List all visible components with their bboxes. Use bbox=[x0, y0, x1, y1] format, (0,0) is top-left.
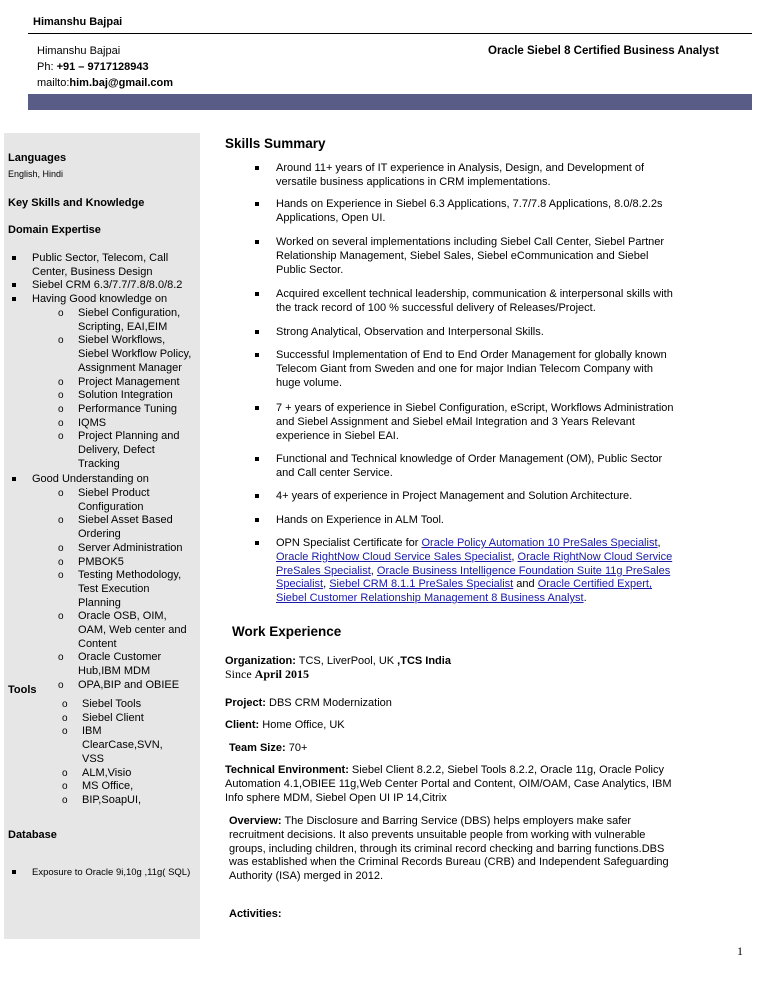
list-item: Siebel CRM 6.3/7.7/7.8/8.0/8.2 bbox=[32, 279, 192, 293]
list-item: Around 11+ years of IT experience in Analysis, Design, and Development of versatile business applications in CRM implementations. bbox=[276, 162, 676, 190]
database-list bbox=[32, 866, 202, 880]
header-top-name: Himanshu Bajpai bbox=[33, 16, 123, 28]
list-item: o MS Office, bbox=[82, 780, 182, 794]
team-size-line: Team Size: 70+ bbox=[229, 742, 308, 754]
list-item: Strong Analytical, Observation and Interpersonal Skills. bbox=[276, 326, 676, 340]
list-item-opn: OPN Specialist Certificate for Oracle Policy Automation 10 PreSales Specialist, Oracle RightNow Cloud Service Sales Specialist, Oracle RightNow Cloud Service PreSales Specialist, Oracle Business Intelligence Foundation Suite 11g PreSales Specialist, Siebel CRM 8.1.1 PreSales Specialist and Oracle Certified Expert, Siebel Customer Relationship Management 8 Business Analyst. bbox=[276, 537, 676, 606]
header-name: Himanshu Bajpai bbox=[37, 45, 121, 57]
work-heading: Work Experience bbox=[232, 624, 342, 639]
tools-heading: Tools bbox=[8, 684, 37, 696]
activities-label: Activities: bbox=[229, 908, 282, 920]
tools-list bbox=[82, 698, 182, 808]
opn-link[interactable]: Oracle Business Intelligence Foundation Suite 11g PreSales Specialist bbox=[276, 564, 671, 591]
overview: Overview: The Disclosure and Barring Service (DBS) helps employers make safer recruitment decisions. It also prevents unsuitable people from working with vulnerable groups, including children, through its criminal record checking and barring functions.DBS was established when the Criminal Records Bureau (CRB) and Independent Safeguarding Authority (ISA) merged in 2012. bbox=[229, 815, 669, 883]
list-item: Acquired excellent technical leadership, communication & interpersonal skills with the track record of 100 % successful delivery of Releases/Project. bbox=[276, 288, 676, 316]
list-item: o ALM,Visio bbox=[82, 767, 182, 781]
database-heading: Database bbox=[8, 829, 57, 841]
organization-line: Organization: TCS, LiverPool, UK ,TCS India bbox=[225, 655, 451, 667]
list-item: o Performance Tuning bbox=[78, 403, 194, 417]
list-item: 7 + years of experience in Siebel Configuration, eScript, Workflows Administration and Siebel Assignment and Siebel eMail Integration and 3 Years Relevant experience in Siebel EAI. bbox=[276, 402, 676, 443]
list-item: o Oracle Customer Hub,IBM MDM bbox=[78, 651, 194, 678]
languages-heading: Languages bbox=[8, 152, 67, 164]
list-item: o Solution Integration bbox=[78, 389, 194, 403]
opn-link[interactable]: Oracle RightNow Cloud Service PreSales Specialist bbox=[276, 550, 673, 577]
domain-heading: Domain Expertise bbox=[8, 224, 101, 236]
skills-heading: Skills Summary bbox=[225, 136, 326, 151]
key-skills-heading: Key Skills and Knowledge bbox=[8, 197, 145, 209]
knowledge-list bbox=[78, 307, 194, 471]
list-item: o Siebel Tools bbox=[82, 698, 182, 712]
opn-link[interactable]: Oracle RightNow Cloud Service Sales Specialist bbox=[276, 550, 512, 563]
since-line: Since April 2015 bbox=[225, 667, 310, 681]
list-item: o Siebel Product Configuration bbox=[78, 487, 194, 514]
list-item: o IBM ClearCase,SVN, VSS bbox=[82, 725, 182, 766]
list-item: o Project Management bbox=[78, 376, 194, 390]
list-item: o Siebel Client bbox=[82, 712, 182, 726]
languages-value: English, Hindi bbox=[8, 169, 64, 179]
understanding-list bbox=[32, 473, 192, 487]
domain-list bbox=[32, 252, 192, 307]
list-item: Worked on several implementations including Siebel Call Center, Siebel Partner Relationship Management, Siebel Sales, Siebel eCommunication and Siebel Public Sector. bbox=[276, 236, 676, 277]
list-item: Hands on Experience in Siebel 6.3 Applications, 7.7/7.8 Applications, 8.0/8.2.2s Applications, Open UI. bbox=[276, 198, 676, 226]
client-line: Client: Home Office, UK bbox=[225, 719, 345, 731]
list-item: Hands on Experience in ALM Tool. bbox=[276, 514, 676, 528]
header-band bbox=[28, 94, 752, 110]
header-email[interactable]: mailto:him.baj@gmail.com bbox=[37, 77, 174, 89]
opn-link[interactable]: Oracle Certified Expert, Siebel Customer Relationship Management 8 Business Analyst bbox=[276, 578, 653, 605]
list-item: o Siebel Asset Based Ordering bbox=[78, 514, 194, 541]
opn-link[interactable]: Oracle Policy Automation 10 PreSales Specialist bbox=[421, 537, 658, 549]
list-item: Having Good knowledge on bbox=[32, 293, 192, 307]
header-title: Oracle Siebel 8 Certified Business Analyst bbox=[488, 45, 719, 57]
list-item: Exposure to Oracle 9i,10g ,11g( SQL) bbox=[32, 866, 202, 880]
list-item: o PMBOK5 bbox=[78, 556, 194, 570]
header-rule bbox=[28, 33, 752, 34]
list-item: o Server Administration bbox=[78, 542, 194, 556]
list-item: o OPA,BIP and OBIEE bbox=[78, 679, 194, 693]
understanding-sublist bbox=[78, 487, 194, 693]
list-item: o Siebel Configuration, Scripting, EAI,EIM bbox=[78, 307, 194, 334]
list-item: 4+ years of experience in Project Management and Solution Architecture. bbox=[276, 490, 676, 504]
opn-link[interactable]: Siebel CRM 8.1.1 PreSales Specialist bbox=[329, 578, 514, 591]
page-number: 1 bbox=[737, 944, 743, 958]
header-phone: Ph: +91 – 9717128943 bbox=[37, 61, 149, 73]
list-item: o Siebel Workflows, Siebel Workflow Policy, Assignment Manager bbox=[78, 334, 194, 375]
list-item: o Project Planning and Delivery, Defect Tracking bbox=[78, 430, 194, 471]
sidebar bbox=[4, 133, 200, 939]
list-item: Public Sector, Telecom, Call Center, Business Design bbox=[32, 252, 192, 279]
list-item: o Oracle OSB, OIM, OAM, Web center and Content bbox=[78, 610, 194, 651]
list-item: Successful Implementation of End to End Order Management for globally known Telecom Giant from Sweden and one for major Indian Telecom Company with huge volume. bbox=[276, 349, 676, 390]
list-item: Functional and Technical knowledge of Order Management (OM), Public Sector and Call center Service. bbox=[276, 453, 676, 481]
list-item: o IQMS bbox=[78, 417, 194, 431]
list-item: o Testing Methodology, Test Execution Planning bbox=[78, 569, 194, 610]
list-item: o BIP,SoapUI, bbox=[82, 794, 182, 808]
project-line: Project: DBS CRM Modernization bbox=[225, 697, 392, 709]
list-item: Good Understanding on bbox=[32, 473, 192, 487]
tech-environment: Technical Environment: Siebel Client 8.2.2, Siebel Tools 8.2.2, Oracle 11g, Oracle Policy Automation 4.1,OBIEE 11g,Web Center Portal and Content, OIM/OAM, Case Analytics, IBM Info sphere MDM, Siebel Open UI IP 14,Citrix bbox=[225, 764, 672, 804]
